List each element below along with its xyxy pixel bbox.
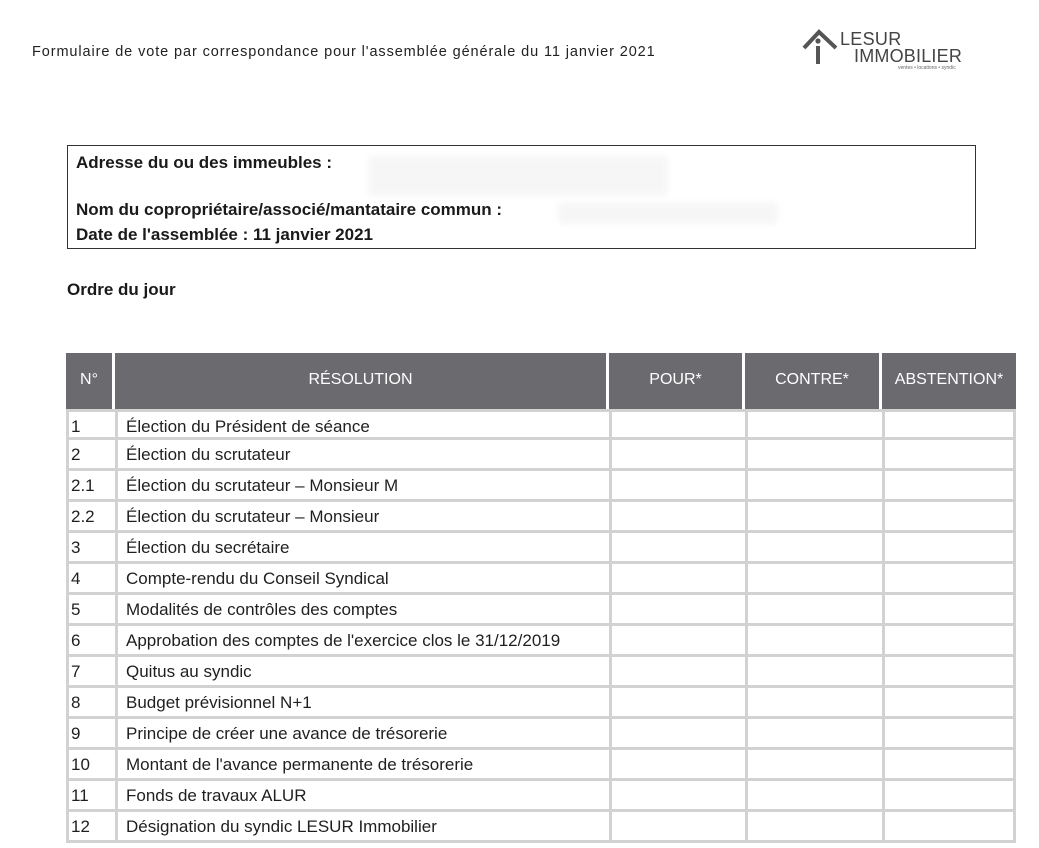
logo-tagline: ventes • locations • syndic: [898, 65, 956, 71]
vote-abstention-cell[interactable]: [882, 812, 1016, 840]
vote-abstention-cell[interactable]: [882, 412, 1016, 440]
col-header-resolution: RÉSOLUTION: [112, 353, 606, 409]
resolution-number: 2: [71, 445, 81, 464]
vote-contre-cell[interactable]: [745, 781, 882, 809]
vote-abstention-cell[interactable]: [882, 719, 1016, 747]
resolution-number: 3: [71, 538, 81, 557]
resolution-text: Élection du scrutateur – Monsieur: [115, 502, 609, 530]
table-row: [69, 688, 1016, 719]
vote-abstention-cell[interactable]: [882, 781, 1016, 809]
table-row: [69, 409, 1016, 440]
resolution-number: 4: [71, 569, 81, 588]
vote-pour-cell[interactable]: [609, 657, 745, 685]
table-row: [69, 564, 1016, 595]
resolution-text: Modalités de contrôles des comptes: [115, 595, 609, 623]
vote-abstention-cell[interactable]: [882, 440, 1016, 468]
resolution-number: 1: [71, 417, 81, 436]
vote-contre-cell[interactable]: [745, 502, 882, 530]
company-logo: [802, 28, 962, 74]
resolution-text: Principe de créer une avance de trésorerie: [115, 719, 609, 747]
vote-contre-cell[interactable]: [745, 750, 882, 778]
col-header-abstention: ABSTENTION*: [879, 353, 1016, 409]
vote-contre-cell[interactable]: [745, 719, 882, 747]
document-title: Formulaire de vote par correspondance pour l'assemblée générale du 11 janvier 2021: [32, 44, 656, 60]
property-info-box: [67, 145, 976, 249]
resolution-text: Quitus au syndic: [115, 657, 609, 685]
table-row: [69, 471, 1016, 502]
table-row: [69, 719, 1016, 750]
resolution-text: Élection du Président de séance: [115, 412, 609, 440]
owner-label: Nom du copropriétaire/associé/mantataire commun :: [76, 200, 503, 219]
vote-pour-cell[interactable]: [609, 564, 745, 592]
table-row: [69, 595, 1016, 626]
resolution-number: 5: [71, 600, 81, 619]
vote-contre-cell[interactable]: [745, 533, 882, 561]
resolution-number: 2.2: [71, 507, 95, 526]
vote-abstention-cell[interactable]: [882, 564, 1016, 592]
col-header-number: N°: [80, 371, 98, 388]
table-body: [66, 409, 1016, 843]
vote-pour-cell[interactable]: [609, 440, 745, 468]
vote-contre-cell[interactable]: [745, 688, 882, 716]
vote-abstention-cell[interactable]: [882, 750, 1016, 778]
resolution-number: 6: [71, 631, 81, 650]
vote-abstention-cell[interactable]: [882, 657, 1016, 685]
vote-contre-cell[interactable]: [745, 595, 882, 623]
logo-word-immobilier: IMMOBILIER: [854, 46, 963, 66]
resolution-number: 10: [71, 755, 90, 774]
vote-pour-cell[interactable]: [609, 781, 745, 809]
resolution-text: Élection du scrutateur: [115, 440, 609, 468]
table-row: [69, 533, 1016, 564]
redacted-owner-name: [558, 202, 778, 224]
resolution-number: 12: [71, 817, 90, 836]
vote-pour-cell[interactable]: [609, 812, 745, 840]
logo-word-lesur: LESUR: [840, 29, 902, 49]
agenda-heading: Ordre du jour: [67, 280, 176, 299]
vote-pour-cell[interactable]: [609, 719, 745, 747]
vote-contre-cell[interactable]: [745, 626, 882, 654]
vote-abstention-cell[interactable]: [882, 533, 1016, 561]
resolution-text: Désignation du syndic LESUR Immobilier: [115, 812, 609, 840]
table-row: [69, 812, 1016, 843]
vote-contre-cell[interactable]: [745, 471, 882, 499]
vote-abstention-cell[interactable]: [882, 595, 1016, 623]
vote-pour-cell[interactable]: [609, 750, 745, 778]
resolution-text: Élection du secrétaire: [115, 533, 609, 561]
vote-contre-cell[interactable]: [745, 564, 882, 592]
vote-abstention-cell[interactable]: [882, 471, 1016, 499]
table-row: [69, 750, 1016, 781]
table-row: [69, 440, 1016, 471]
resolutions-table: [66, 353, 1016, 843]
table-row: [69, 781, 1016, 812]
resolution-number: 2.1: [71, 476, 95, 495]
vote-abstention-cell[interactable]: [882, 688, 1016, 716]
meeting-date: Date de l'assemblée : 11 janvier 2021: [76, 225, 374, 244]
resolution-number: 8: [71, 693, 81, 712]
table-row: [69, 626, 1016, 657]
col-header-pour: POUR*: [606, 353, 742, 409]
resolution-text: Approbation des comptes de l'exercice clos le 31/12/2019: [115, 626, 609, 654]
table-row: [69, 657, 1016, 688]
vote-pour-cell[interactable]: [609, 626, 745, 654]
resolution-text: Montant de l'avance permanente de trésorerie: [115, 750, 609, 778]
address-label: Adresse du ou des immeubles :: [76, 153, 333, 172]
vote-abstention-cell[interactable]: [882, 502, 1016, 530]
vote-pour-cell[interactable]: [609, 688, 745, 716]
vote-contre-cell[interactable]: [745, 812, 882, 840]
vote-pour-cell[interactable]: [609, 502, 745, 530]
resolution-text: Compte-rendu du Conseil Syndical: [115, 564, 609, 592]
vote-pour-cell[interactable]: [609, 471, 745, 499]
table-row: [69, 502, 1016, 533]
vote-abstention-cell[interactable]: [882, 626, 1016, 654]
table-header: [66, 353, 1016, 409]
resolution-number: 11: [71, 786, 89, 805]
col-header-contre: CONTRE*: [742, 353, 879, 409]
vote-contre-cell[interactable]: [745, 657, 882, 685]
vote-pour-cell[interactable]: [609, 595, 745, 623]
vote-pour-cell[interactable]: [609, 412, 745, 440]
vote-contre-cell[interactable]: [745, 412, 882, 440]
resolution-text: Budget prévisionnel N+1: [115, 688, 609, 716]
resolution-number: 9: [71, 724, 81, 743]
resolution-text: Élection du scrutateur – Monsieur M: [115, 471, 609, 499]
resolution-number: 7: [71, 662, 81, 681]
vote-contre-cell[interactable]: [745, 440, 882, 468]
resolution-text: Fonds de travaux ALUR: [115, 781, 609, 809]
vote-pour-cell[interactable]: [609, 533, 745, 561]
redacted-address: [368, 156, 668, 196]
